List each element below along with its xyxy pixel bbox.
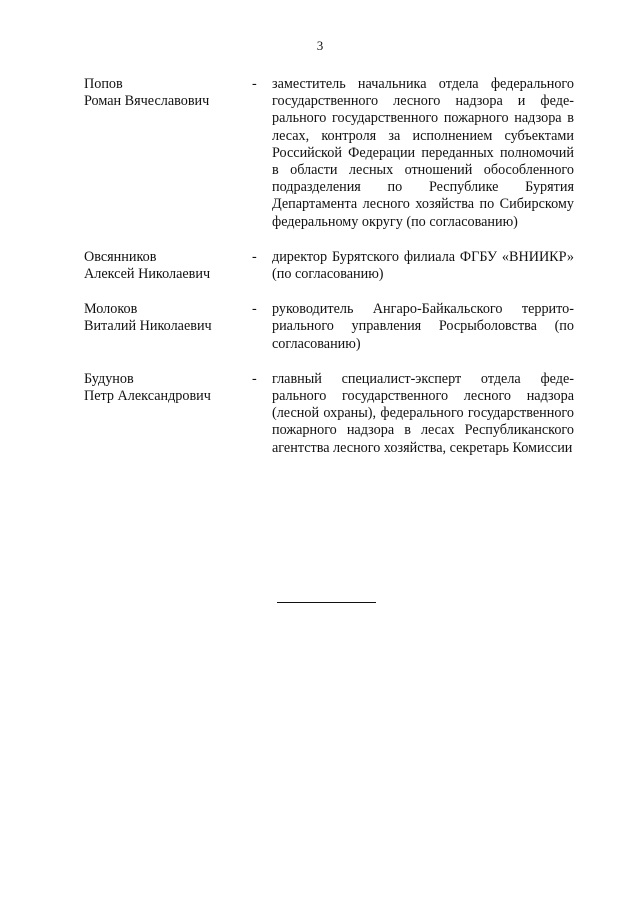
member-role: руководитель Ангаро-Байкальского территориального управления Росрыболовства (по согласованию): [272, 301, 574, 352]
member-role: главный специалист-эксперт отдела федерального государственного лесного надзора (лесной охраны), федерального государственного пожарного надзора в лесах Республиканского агентства лесного хозяйства, секретарь Комиссии: [272, 370, 574, 456]
member-name: [84, 249, 252, 283]
member-entry: [84, 249, 574, 283]
member-name: [84, 76, 252, 110]
page-number: 3: [316, 38, 324, 53]
member-surname: Овсянников: [84, 248, 157, 265]
separator-dash: -: [252, 76, 257, 92]
member-entry: [84, 371, 574, 457]
member-name: [84, 301, 252, 335]
member-surname: Будунов: [84, 370, 134, 387]
separator-dash: -: [252, 301, 257, 318]
member-name: [84, 371, 252, 405]
separator-dash: -: [252, 248, 257, 265]
member-given-name: Петр Александрович: [84, 388, 211, 405]
member-entry: [84, 301, 574, 353]
commission-member-list: [84, 76, 574, 475]
closing-rule-line: [277, 602, 376, 603]
member-entry: [84, 76, 574, 231]
separator-dash: -: [252, 370, 257, 387]
member-given-name: Виталий Николаевич: [84, 318, 212, 335]
member-role: заместитель начальника отдела федерального государственного лесного надзора и федерального государственного пожарного надзора в лесах, контроля за исполнением субъектами Российской Федерации переданных полномочий в области лесных отношений обособленного подразделения по Республике Бурятия Департамента лесного хозяйства по Сибирскому федеральному округу (по согласованию): [272, 76, 574, 230]
member-surname: Попов: [84, 76, 123, 92]
member-given-name: Алексей Николаевич: [84, 266, 211, 283]
member-given-name: Роман Вячеславович: [84, 93, 210, 110]
member-role: директор Бурятского филиала ФГБУ «ВНИИКР» (по согласованию): [272, 248, 574, 283]
member-surname: Молоков: [84, 301, 138, 318]
